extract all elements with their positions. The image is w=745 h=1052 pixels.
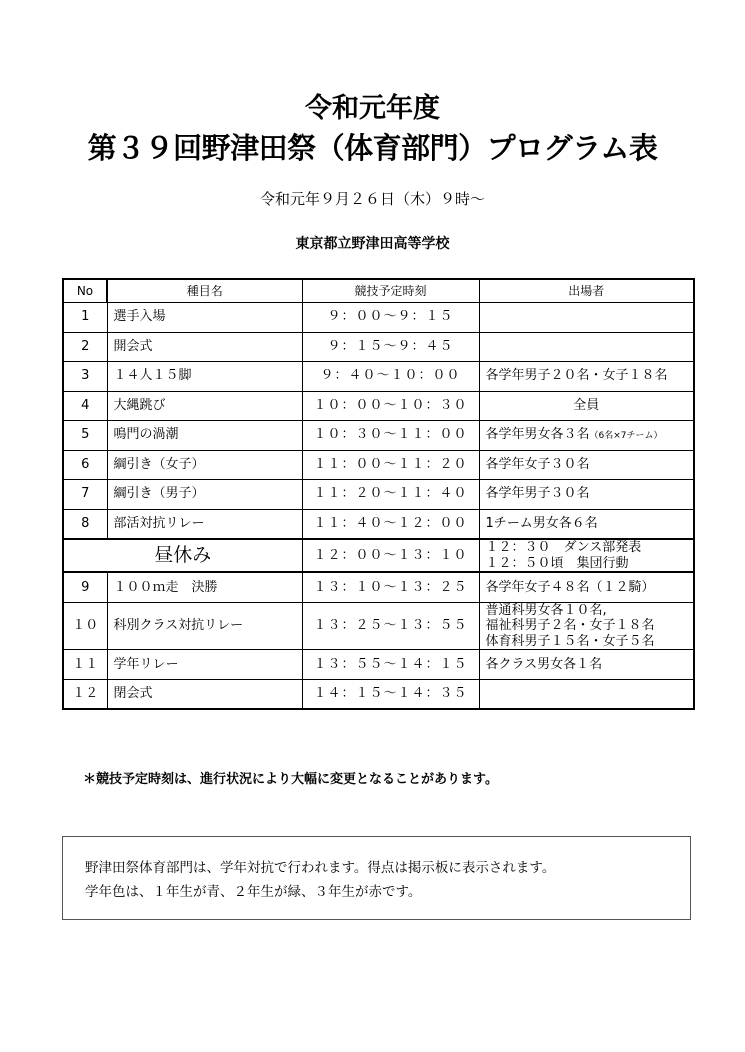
row-event: 綱引き（女子）: [107, 450, 302, 480]
row-no: 7: [63, 480, 107, 510]
row-event: 学年リレー: [107, 650, 302, 680]
program-table: [62, 278, 695, 710]
table-row: [63, 509, 694, 539]
row-event: 選手入場: [107, 303, 302, 333]
row-time: １１：００〜１１：２０: [302, 450, 479, 480]
info-line-2: 学年色は、１年生が青、２年生が緑、３年生が赤です。: [85, 884, 422, 900]
row-time: １３：２５〜１３：５５: [302, 602, 479, 650]
row-participants: 各学年男子２０名・女子１８名: [479, 362, 694, 392]
row-participants: 各学年女子３０名: [479, 450, 694, 480]
row-time: １１：２０〜１１：４０: [302, 480, 479, 510]
row-event: 綱引き（男子）: [107, 480, 302, 510]
row-time: ９：１５〜９：４５: [302, 332, 479, 362]
row-participants: [479, 679, 694, 709]
participants-line-2: 福祉科男子２名・女子１８名: [485, 618, 655, 634]
row-no: １１: [63, 650, 107, 680]
table-row: [63, 480, 694, 510]
row-event: 鳴門の渦潮: [107, 421, 302, 451]
participants-text: 各学年男女各３名: [485, 427, 590, 443]
row-time: １３：１０〜１３：２５: [302, 572, 479, 602]
table-header-row: [63, 279, 694, 303]
info-line-1: 野津田祭体育部門は、学年対抗で行われます。得点は掲示板に表示されます。: [85, 860, 556, 876]
table-row: [63, 303, 694, 333]
schedule-note: ＊競技予定時刻は、進行状況により大幅に変更となることがあります。: [83, 772, 498, 787]
lunch-row: [63, 539, 694, 572]
row-participants: 全員: [479, 391, 694, 421]
row-time: １１：４０〜１２：００: [302, 509, 479, 539]
info-box: [62, 836, 691, 920]
row-no: 6: [63, 450, 107, 480]
row-event: 閉会式: [107, 679, 302, 709]
row-event: 大縄跳び: [107, 391, 302, 421]
table-row: [63, 421, 694, 451]
row-time: １０：００〜１０：３０: [302, 391, 479, 421]
title-line-2: 第３９回野津田祭（体育部門）プログラム表: [87, 131, 658, 165]
table-row: [63, 650, 694, 680]
row-event: １４人１５脚: [107, 362, 302, 392]
row-no: 8: [63, 509, 107, 539]
col-header-event: 種目名: [107, 279, 302, 303]
row-no: １０: [63, 602, 107, 650]
row-no: 9: [63, 572, 107, 602]
row-event: 科別クラス対抗リレー: [107, 602, 302, 650]
lunch-time: １２：００〜１３：１０: [302, 539, 479, 572]
table-row: [63, 602, 694, 650]
lunch-label: 昼休み: [63, 539, 302, 572]
col-header-no: No: [63, 279, 107, 303]
participants-note: （6名×7チーム）: [589, 431, 663, 442]
row-time: １４：１５〜１４：３５: [302, 679, 479, 709]
row-time: ９：００〜９：１５: [302, 303, 479, 333]
row-participants: 1チーム男女各６名: [479, 509, 694, 539]
table-row: [63, 332, 694, 362]
title-line-1: 令和元年度: [305, 93, 440, 124]
lunch-events: [479, 539, 694, 572]
row-no: 4: [63, 391, 107, 421]
row-event: １００ｍ走 決勝: [107, 572, 302, 602]
table-row: [63, 391, 694, 421]
row-no: 1: [63, 303, 107, 333]
table-row: [63, 450, 694, 480]
lunch-event-1: １２：３０ ダンス部発表: [485, 540, 642, 555]
col-header-time: 競技予定時刻: [302, 279, 479, 303]
row-no: 3: [63, 362, 107, 392]
row-time: ９：４０〜１０：００: [302, 362, 479, 392]
row-no: 5: [63, 421, 107, 451]
table-row: [63, 362, 694, 392]
row-participants: [479, 602, 694, 650]
row-participants: [479, 421, 694, 451]
table-row: [63, 572, 694, 602]
row-time: １０：３０〜１１：００: [302, 421, 479, 451]
row-participants: 各クラス男女各１名: [479, 650, 694, 680]
row-no: 2: [63, 332, 107, 362]
participants-line-1: 普通科男女各１０名,: [485, 602, 607, 618]
row-time: １３：５５〜１４：１５: [302, 650, 479, 680]
row-participants: 各学年男子３０名: [479, 480, 694, 510]
col-header-participants: 出場者: [479, 279, 694, 303]
participants-line-3: 体育科男子１５名・女子５名: [485, 633, 655, 649]
row-event: 部活対抗リレー: [107, 509, 302, 539]
school-name: 東京都立野津田高等学校: [295, 236, 450, 252]
row-participants: [479, 303, 694, 333]
lunch-event-2: １２：５０頃 集団行動: [485, 555, 629, 571]
row-participants: 各学年女子４８名（１２騎）: [479, 572, 694, 602]
row-event: 開会式: [107, 332, 302, 362]
row-participants: [479, 332, 694, 362]
event-date: 令和元年９月２６日（木）９時〜: [259, 190, 485, 208]
table-row: [63, 679, 694, 709]
row-no: １２: [63, 679, 107, 709]
